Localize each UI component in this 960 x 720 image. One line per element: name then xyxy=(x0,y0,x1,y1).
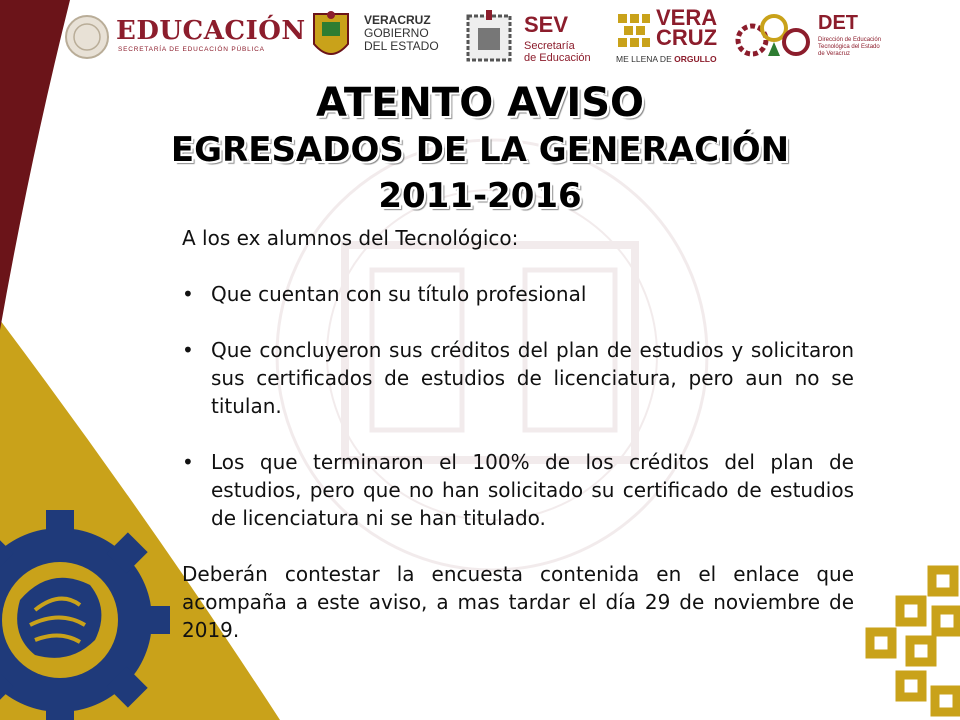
criteria-list xyxy=(182,280,854,532)
sev-crest-icon xyxy=(462,8,516,66)
det-subtitle-2: Tecnológica del Estado xyxy=(818,44,880,50)
logo-veracruz-gobierno xyxy=(308,8,448,68)
sev-title: SEV xyxy=(524,12,569,37)
logo-sev xyxy=(462,8,602,68)
det-subtitle-3: de Veracruz xyxy=(818,51,851,57)
det-subtitle-1: Dirección de Educación xyxy=(818,37,882,43)
veracruz-pattern-icon xyxy=(616,12,652,48)
notice-subtitle: EGRESADOS DE LA GENERACIÓN xyxy=(170,130,790,170)
veracruz-word-1: VERA xyxy=(656,5,718,30)
notice-generation: 2011-2016 xyxy=(378,176,582,216)
list-item: • Que cuentan con su título profesional xyxy=(182,280,854,308)
list-item: • Que concluyeron sus créditos del plan de estudios y solicitaron sus certificados de estudios de licenciatura, pero aun no se titulan. xyxy=(182,336,854,420)
veracruz-line-3: DEL ESTADO xyxy=(364,39,439,53)
seal-icon xyxy=(64,14,110,60)
greek-key-pattern-icon xyxy=(870,570,958,712)
logo-det xyxy=(734,8,900,68)
notice-body xyxy=(182,224,854,644)
intro-text: A los ex alumnos del Tecnológico: xyxy=(182,226,519,250)
educacion-title: EDUCACIÓN xyxy=(116,16,306,46)
det-title: DET xyxy=(818,12,858,34)
logo-educacion xyxy=(64,8,306,68)
closing-text: Deberán contestar la encuesta contenida en el enlace que acompaña a este aviso, a mas tardar el día 29 de noviembre de 2019. xyxy=(182,562,854,642)
veracruz-tagline: ME LLENA DE ORGULLO xyxy=(616,54,717,64)
logo-veracruz xyxy=(616,5,726,68)
veracruz-line-1: VERACRUZ xyxy=(364,13,431,27)
det-gears-icon xyxy=(734,12,814,64)
sev-subtitle-1: Secretaría xyxy=(524,40,575,52)
veracruz-word-2: CRUZ xyxy=(656,25,718,50)
coat-of-arms-icon xyxy=(308,10,354,66)
notice-title: ATENTO AVISO xyxy=(315,80,645,126)
header-logos xyxy=(60,5,900,68)
veracruz-line-2: GOBIERNO xyxy=(364,26,429,40)
list-item: • Los que terminaron el 100% de los créditos del plan de estudios, pero que no han solicitado su certificado de estudios de licenciatura ni se han titulado. xyxy=(182,448,854,532)
educacion-subtitle: SECRETARÍA DE EDUCACIÓN PÚBLICA xyxy=(118,46,265,53)
sev-subtitle-2: de Educación xyxy=(524,52,591,64)
